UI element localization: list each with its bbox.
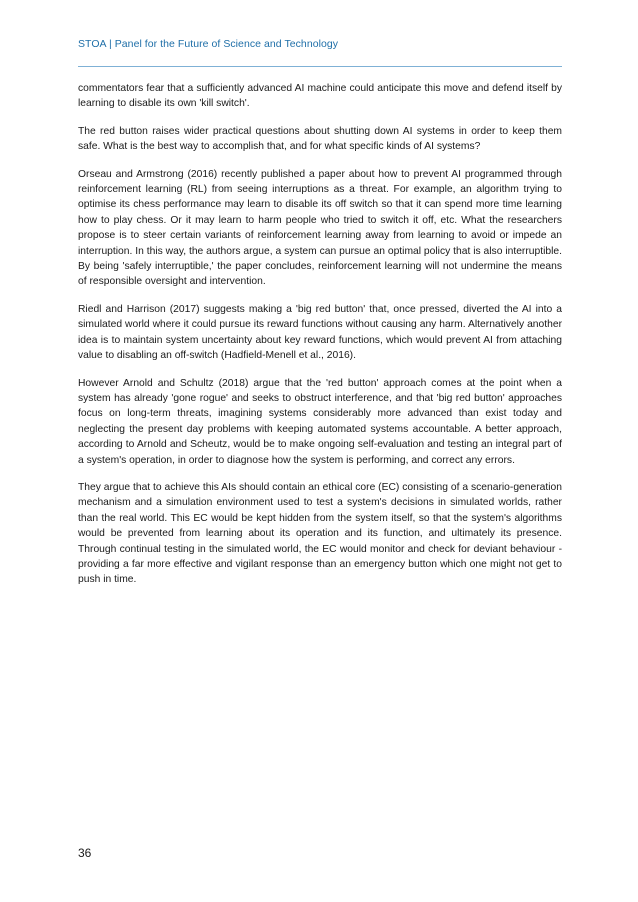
paragraph: commentators fear that a sufficiently advanced AI machine could anticipate this move and defend itself by learning to disable its own 'kill switch'. <box>78 83 562 110</box>
page-number: 36 <box>78 846 92 860</box>
header-divider <box>78 66 562 67</box>
paragraph: However Arnold and Schultz (2018) argue that the 'red button' approach comes at the point when a system has already 'gone rogue' and seeks to obstruct interference, and that 'big red button' approaches focus on long-term threats, imagining systems considerably more advanced than exist today and neglecting the present day problems with keeping automated systems accountable. A better approach, according to Arnold and Scheutz, would be to make ongoing self-evaluation and testing an integral part of a system's operation, in order to diagnose how the system is performing, and correct any errors. <box>78 377 562 466</box>
paragraph: Riedl and Harrison (2017) suggests making a 'big red button' that, once pressed, diverted the AI into a simulated world where it could pursue its reward functions without causing any harm. Alternatively another idea is to maintain system uncertainty about key reward functions, which would prevent AI from attaching value to disabling an off-switch (Hadfield-Menell et al., 2016). <box>78 303 562 362</box>
paragraph: They argue that to achieve this AIs should contain an ethical core (EC) consisting of a scenario-generation mechanism and a simulation environment used to test a system's decisions in simulated worlds, rather than the real world. This EC would be kept hidden from the system itself, so that the system's algorithms would be prevented from learning about its operation and its function, and ultimately its presence. Through continual testing in the simulated world, the EC would monitor and check for deviant behaviour - providing a far more effective and vigilant response than an emergency button which one might not get to push in time. <box>78 481 562 586</box>
paragraph: The red button raises wider practical questions about shutting down AI systems in order to keep them safe. What is the best way to accomplish that, and for what specific kinds of AI systems? <box>78 125 562 153</box>
running-header: STOA | Panel for the Future of Science and Technology <box>78 38 339 50</box>
body-text <box>78 81 562 600</box>
paragraph: Orseau and Armstrong (2016) recently published a paper about how to prevent AI programmed through reinforcement learning (RL) from seeing interruptions as a threat. For example, an algorithm trying to optimise its chess performance may learn to disable its off switch so that it can spend more time learning how to play chess. Or it may learn to harm people who tried to switch it off, etc. What the researchers propose is to steer certain variants of reinforcement learning away from learning to avoid or impede an interruption. In this way, the authors argue, a system can pursue an optimal policy that is also interruptible. By being 'safely interruptible,' the paper concludes, reinforcement learning will not undermine the means of responsible oversight and intervention. <box>78 168 562 288</box>
